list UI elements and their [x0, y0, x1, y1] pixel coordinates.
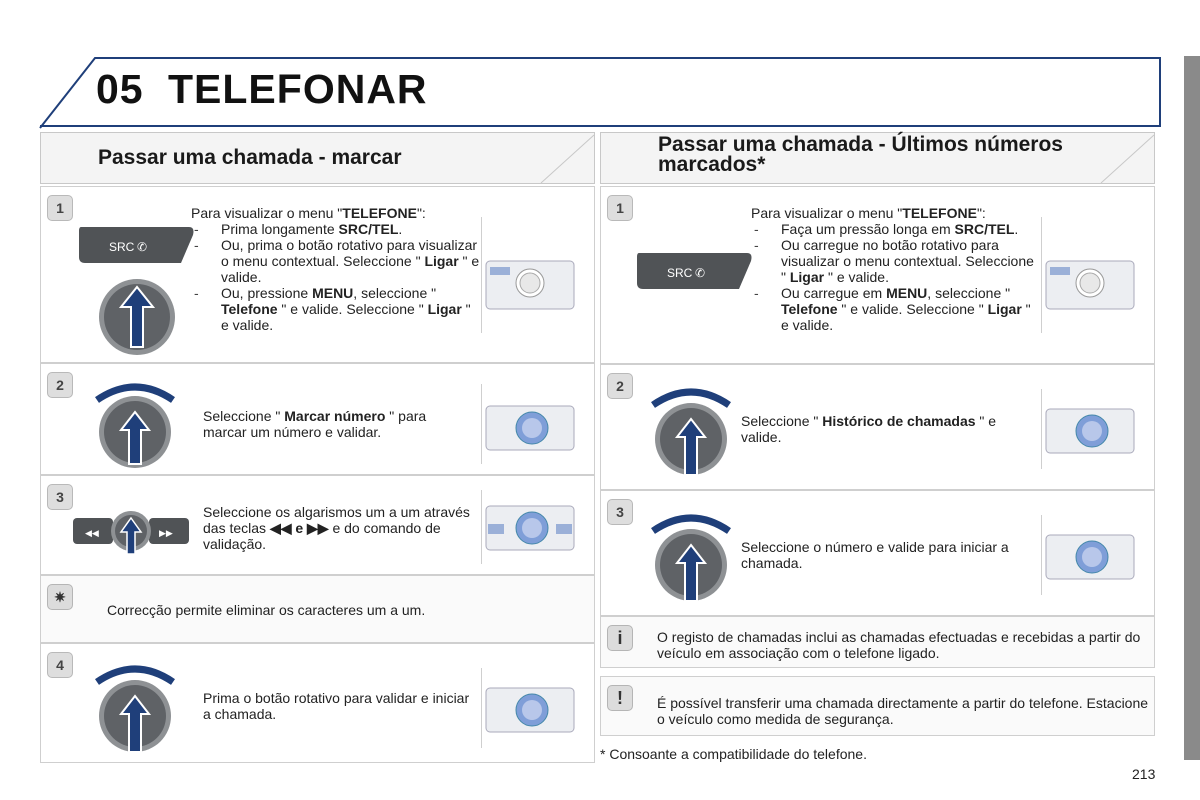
step-badge: 1 — [47, 195, 73, 221]
svg-text:✆: ✆ — [695, 266, 706, 280]
left-section-title: Passar uma chamada - marcar — [98, 146, 402, 169]
rotary-knob-turn-icon — [647, 379, 737, 485]
left-step-3 — [40, 475, 595, 575]
rotary-knob-press-icon — [647, 505, 737, 611]
chapter-side-tab — [1184, 56, 1200, 760]
footnote: * Consoante a compatibilidade do telefone. — [600, 746, 867, 762]
right-step-3-text: Seleccione o número e valide para iniciar a chamada. — [741, 539, 1009, 571]
rotary-knob-press-icon — [91, 656, 181, 760]
right-step-1-text: Para visualizar o menu "TELEFONE": - Faça um pressão longa em SRC/TEL. - Ou carregue no botão rotativo para visualizar o menu contextual. Seleccione " Ligar " e valide. - Ou carregue em MENU, seleccione " Telefone " e valide. Seleccione " Ligar " e valide. — [751, 205, 1041, 333]
step-badge: 2 — [607, 373, 633, 399]
chapter-title: TELEFONAR — [168, 66, 428, 112]
right-warning-box — [600, 676, 1155, 736]
svg-text:SRC: SRC — [667, 266, 693, 280]
svg-text:✆: ✆ — [137, 240, 148, 254]
seek-keys-icon — [71, 504, 191, 560]
right-section-title: Passar uma chamada - Últimos números marcados* — [658, 133, 1063, 176]
lightbulb-icon: ✷ — [47, 584, 73, 610]
step-badge: 1 — [607, 195, 633, 221]
right-step-2 — [600, 364, 1155, 490]
radio-panel-thumbnail — [481, 384, 577, 464]
radio-panel-thumbnail — [481, 217, 577, 333]
page-number: 213 — [1132, 766, 1156, 782]
rotary-knob-turn-icon — [91, 374, 181, 472]
chapter-number: 05 — [96, 66, 144, 112]
radio-panel-thumbnail — [1041, 217, 1137, 333]
step-badge: 4 — [47, 652, 73, 678]
radio-panel-thumbnail — [1041, 515, 1137, 595]
left-step-1 — [40, 186, 595, 363]
step-badge: 3 — [47, 484, 73, 510]
left-step-2 — [40, 363, 595, 475]
radio-panel-thumbnail — [1041, 389, 1137, 469]
radio-panel-thumbnail — [481, 490, 577, 564]
right-warning-text: É possível transferir uma chamada directamente a partir do telefone. Estacione o veículo como medida de segurança. — [657, 695, 1149, 727]
step-badge: 3 — [607, 499, 633, 525]
right-step-2-text: Seleccione " Histórico de chamadas " e valide. — [741, 413, 997, 445]
left-step-4 — [40, 643, 595, 763]
left-step-3-text: Seleccione os algarismos um a um através das teclas ◀◀ e ▶▶ e do comando de validação. — [203, 504, 470, 552]
left-step-2-text: Seleccione " Marcar número " para marcar um número e validar. — [203, 408, 427, 440]
right-info-box — [600, 616, 1155, 668]
left-step-1-text: Para visualizar o menu "TELEFONE": - Prima longamente SRC/TEL. - Ou, prima o botão rotativo para visualizar o menu contextual. Seleccione " Ligar " e valide. - Ou, pressione MENU, seleccione " Telefone " e valide. Seleccione " Ligar " e valide. — [191, 205, 481, 333]
left-step-4-text: Prima o botão rotativo para validar e iniciar a chamada. — [203, 690, 470, 722]
left-tip-box — [40, 575, 595, 643]
warning-icon: ! — [607, 685, 633, 711]
svg-text:◀◀: ◀◀ — [85, 528, 99, 538]
right-step-3 — [600, 490, 1155, 616]
svg-text:▶▶: ▶▶ — [159, 528, 173, 538]
right-info-text: O registo de chamadas inclui as chamadas efectuadas e recebidas a partir do veículo em associação com o telefone ligado. — [657, 629, 1141, 661]
left-tip-text: Correcção permite eliminar os caracteres um a um. — [107, 602, 426, 618]
step-badge: 2 — [47, 372, 73, 398]
svg-text:SRC: SRC — [109, 240, 135, 254]
info-icon: i — [607, 625, 633, 651]
src-button-and-knob-icon — [77, 223, 197, 359]
src-button-icon — [635, 249, 755, 295]
radio-panel-thumbnail — [481, 668, 577, 748]
right-step-1 — [600, 186, 1155, 364]
